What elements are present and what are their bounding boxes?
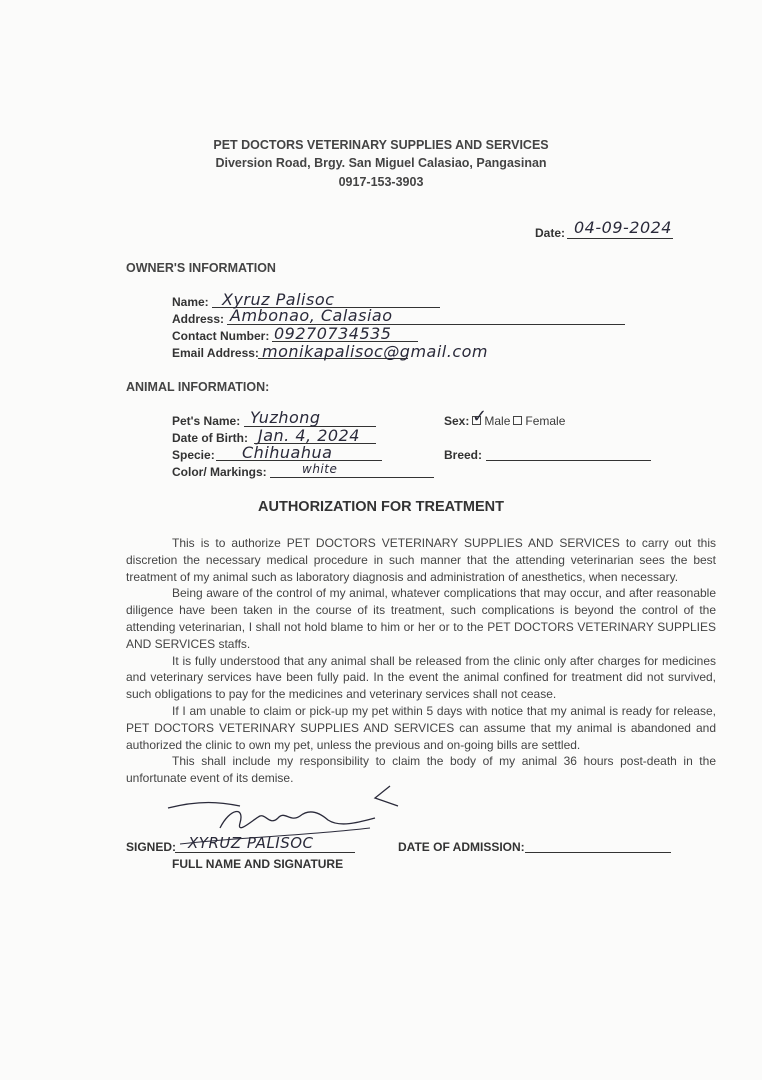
signed-name-value[interactable]: XYRUZ PALISOC (188, 834, 314, 852)
color-value[interactable]: white (302, 462, 338, 476)
sex-male-check-mark: ✓ (472, 406, 488, 427)
sex-female-label: Female (525, 414, 566, 428)
business-name: PET DOCTORS VETERINARY SUPPLIES AND SERVICES (213, 138, 549, 152)
date-value[interactable]: 04-09-2024 (574, 218, 672, 237)
specie-label: Specie: (172, 448, 215, 462)
dob-value[interactable]: Jan. 4, 2024 (258, 426, 360, 445)
pet-name-value[interactable]: Yuzhong (250, 408, 321, 427)
owner-contact-label: Contact Number: (172, 329, 270, 343)
date-label: Date: (535, 226, 566, 240)
owner-name-label: Name: (172, 295, 209, 309)
sex-female-checkbox[interactable] (513, 416, 522, 425)
owner-email-value[interactable]: monikapalisoc@gmail.com (262, 342, 488, 361)
authorization-paragraph: This shall include my responsibility to claim the body of my animal 36 hours post-death in the unfortunate event of its demise. (126, 754, 716, 786)
signed-label: SIGNED: (126, 840, 177, 854)
authorization-body (126, 535, 716, 787)
specie-value[interactable]: Chihuahua (242, 443, 333, 462)
dob-label: Date of Birth: (172, 431, 248, 445)
owner-email-label: Email Address: (172, 346, 259, 360)
owner-section-heading: OWNER'S INFORMATION (126, 261, 276, 275)
authorization-title: AUTHORIZATION FOR TREATMENT (258, 499, 504, 515)
signed-underline (175, 852, 355, 853)
business-address: Diversion Road, Brgy. San Miguel Calasiao, Pangasinan (215, 156, 547, 170)
sex-male-label: Male (484, 414, 511, 428)
color-label: Color/ Markings: (172, 465, 267, 479)
animal-section-heading: ANIMAL INFORMATION: (126, 380, 270, 394)
breed-label: Breed: (444, 448, 483, 462)
owner-contact-value[interactable]: 09270734535 (274, 324, 392, 343)
admission-date-label: DATE OF ADMISSION: (398, 840, 525, 854)
authorization-paragraph: It is fully understood that any animal shall be released from the clinic only after charges for medicines and veterinary services have been fully paid. In the event the animal confined for treatment did not survived, such obligations to pay for the medicines and veterinary services shall not cease. (126, 653, 716, 702)
date-underline (567, 238, 673, 239)
sex-field (444, 414, 565, 428)
owner-address-label: Address: (172, 312, 225, 326)
business-phone: 0917-153-3903 (338, 175, 424, 189)
breed-underline (486, 460, 651, 461)
authorization-paragraph: Being aware of the control of my animal, whatever complications that may occur, and after reasonable diligence have been taken in the course of its treatment, such complications is beyond the control of the attending veterinarian, I shall not hold blame to him or her or to the PET DOCTORS VETERINARY SUPPLIES AND SERVICES staffs. (126, 586, 716, 651)
authorization-paragraph: If I am unable to claim or pick-up my pet within 5 days with notice that my animal is ready for release, PET DOCTORS VETERINARY SUPPLIES AND SERVICES can assume that my animal is abandoned and authorized the clinic to own my pet, unless the previous and on-going bills are settled. (126, 703, 716, 752)
admission-date-underline (525, 852, 671, 853)
signature-caption: FULL NAME AND SIGNATURE (172, 857, 344, 871)
sex-label: Sex: (444, 414, 470, 428)
owner-address-value[interactable]: Ambonao, Calasiao (230, 306, 393, 325)
authorization-paragraph: This is to authorize PET DOCTORS VETERINARY SUPPLIES AND SERVICES to carry out this discretion the necessary medical procedure in such manner that the attending veterinarian sees the best treatment of my animal such as laboratory diagnosis and administration of anesthetics, when necessary. (126, 536, 716, 584)
owner-name-value[interactable]: Xyruz Palisoc (222, 290, 335, 309)
pet-name-label: Pet's Name: (172, 414, 241, 428)
color-underline (270, 477, 434, 478)
